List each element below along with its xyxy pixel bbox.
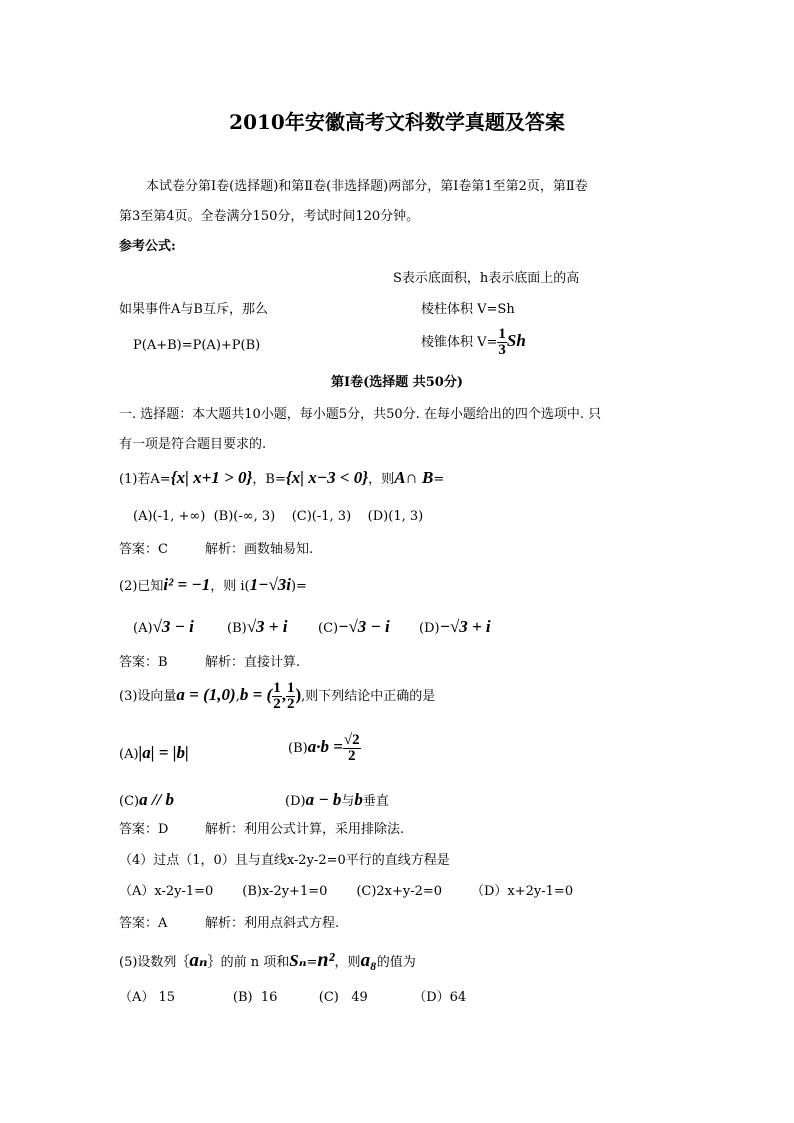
q3-opt-b-label: (B) <box>288 741 308 756</box>
q2-opt-a <box>133 618 194 638</box>
q3-opt-b-frac <box>343 733 361 764</box>
event-text: 如果事件A与B互斥，那么 <box>119 302 268 317</box>
q2-analysis: 解析：直接计算. <box>205 655 301 670</box>
q2-pre: (2)已知 <box>119 579 164 594</box>
q5-stem <box>119 951 416 972</box>
q1-answer: 答案：C <box>119 542 168 557</box>
pyramid-prefix: 棱锥体积 V= <box>421 335 498 350</box>
q3-a-def: a = (1,0) <box>176 685 236 704</box>
q2-opt-b <box>227 618 287 638</box>
q1-set-a: {x| x+1 > 0} <box>170 468 253 487</box>
q3-close: ) <box>295 685 302 704</box>
q3-opt-a-label: (A) <box>119 747 139 762</box>
section1-heading: 第Ⅰ卷(选择题 共50分) <box>331 375 463 390</box>
pyramid-numerator: 1 <box>498 326 506 342</box>
q3-comma: , <box>235 689 240 704</box>
q1-pre: (1)若A= <box>119 472 171 487</box>
q5-eq: = <box>306 955 318 970</box>
q3-half-1 <box>272 681 282 712</box>
q5-tail: 的值为 <box>376 955 416 970</box>
q5-a8: a₈ <box>360 950 377 971</box>
q5-post: ，则 <box>334 955 361 970</box>
q3-opt-a <box>119 744 189 764</box>
q2-opt-a-expr: √3 − i <box>152 617 194 636</box>
q3-opt-b-expr: a·b = <box>307 737 343 756</box>
prism-formula: 棱柱体积 V=Sh <box>421 302 515 317</box>
section1-intro-1: 一. 选择题：本大题共10小题，每小题5分，共50分. 在每小题给出的四个选项中. 只 <box>119 407 602 422</box>
q3-opt-a-expr: |a| = |b| <box>138 743 189 762</box>
q2-opt-b-label: (B) <box>227 621 247 636</box>
q3-b-def: b = ( <box>239 685 273 704</box>
q1-post: ，则 <box>368 472 395 487</box>
q3-half-2-den: 2 <box>286 696 295 712</box>
formula-heading: 参考公式: <box>119 239 176 254</box>
q1-options: (A)(-1, +∞) (B)(-∞, 3) (C)(-1, 3) (D)(1, 3) <box>133 509 424 524</box>
q2-answer: 答案：B <box>119 655 168 670</box>
pyramid-formula <box>421 327 526 358</box>
q2-opt-c-label: (C) <box>318 621 339 636</box>
q2-post: )= <box>290 579 307 594</box>
q3-analysis: 解析：利用公式计算，采用排除法. <box>205 822 405 837</box>
page-title: 2010年安徽高考文科数学真题及答案 <box>229 110 565 134</box>
q3-sep: , <box>281 685 286 704</box>
q1-set-b: {x| x−3 < 0} <box>285 468 369 487</box>
s-note: S表示底面积，h表示底面上的高 <box>393 271 580 286</box>
q3-opt-d-tail: 垂直 <box>362 794 389 809</box>
q1-mid: ，B= <box>252 472 286 487</box>
q3-opt-c <box>119 791 174 811</box>
section1-intro-2: 有一项是符合题目要求的. <box>119 437 267 452</box>
q3-opt-b-num: √2 <box>343 732 360 748</box>
q2-opt-c <box>318 618 390 638</box>
q2-opt-a-label: (A) <box>133 621 153 636</box>
q3-opt-d-mid: 与 <box>341 794 355 809</box>
q2-opt-d-label: (D) <box>419 621 440 636</box>
q5-options: （A） 15 (B) 16 (C) 49 （D）64 <box>119 990 467 1005</box>
q4-options: （A）x-2y-1=0 (B)x-2y+1=0 (C)2x+y-2=0 （D）x+2y-1=0 <box>119 884 574 899</box>
q1-expr: A∩ B <box>394 468 434 487</box>
q2-cond: i² = −1 <box>163 575 211 594</box>
intro-line-1: 本试卷分第Ⅰ卷(选择题)和第Ⅱ卷(非选择题)两部分，第Ⅰ卷第1至第2页，第Ⅱ卷 <box>146 179 588 194</box>
q4-analysis: 解析：利用点斜式方程. <box>205 916 340 931</box>
q2-stem <box>119 576 307 596</box>
q1-eq: = <box>433 472 445 487</box>
q5-n2: n² <box>317 949 335 971</box>
q1-stem <box>119 469 444 489</box>
q3-half-1-num: 1 <box>273 680 281 696</box>
q2-opt-c-expr: −√3 − i <box>338 617 390 636</box>
probability-formula: P(A+B)=P(A)+P(B) <box>133 338 261 353</box>
q3-opt-b <box>288 733 361 764</box>
q3-stem <box>119 681 435 712</box>
q2-mid: ，则 i( <box>210 579 250 594</box>
q3-opt-d-expr: a − b <box>305 790 342 809</box>
fraction-one-third <box>497 327 507 358</box>
q5-sn: Sₙ <box>289 951 307 970</box>
q3-opt-d <box>285 791 389 811</box>
q3-half-1-den: 2 <box>273 696 281 712</box>
q4-stem: （4）过点（1，0）且与直线x-2y-2=0平行的直线方程是 <box>119 853 450 868</box>
q5-an: aₙ <box>189 950 208 971</box>
q3-half-2-num: 1 <box>286 680 295 696</box>
q2-expr: 1−√3i <box>249 575 291 594</box>
q5-mid: ｝的前 n 项和 <box>207 955 290 970</box>
q3-opt-d-label: (D) <box>285 794 306 809</box>
q2-opt-b-expr: √3 + i <box>246 617 288 636</box>
q5-pre: (5)设数列｛ <box>119 955 190 970</box>
q2-opt-d-expr: −√3 + i <box>439 617 491 636</box>
q3-half-2 <box>286 681 296 712</box>
q1-analysis: 解析：画数轴易知. <box>205 542 314 557</box>
q3-post: ,则下列结论中正确的是 <box>301 689 436 704</box>
q3-opt-d-b: b <box>354 790 363 809</box>
q4-answer: 答案：A <box>119 916 168 931</box>
pyramid-tail: Sh <box>506 331 526 350</box>
intro-line-2: 第3至第4页。全卷满分150分，考试时间120分钟。 <box>119 209 420 224</box>
q3-opt-c-label: (C) <box>119 794 140 809</box>
q3-answer: 答案：D <box>119 822 169 837</box>
q3-opt-c-expr: a // b <box>139 790 175 809</box>
q3-pre: (3)设向量 <box>119 689 177 704</box>
pyramid-denominator: 3 <box>498 342 506 358</box>
q2-opt-d <box>419 618 491 638</box>
q3-opt-b-den: 2 <box>348 748 356 764</box>
